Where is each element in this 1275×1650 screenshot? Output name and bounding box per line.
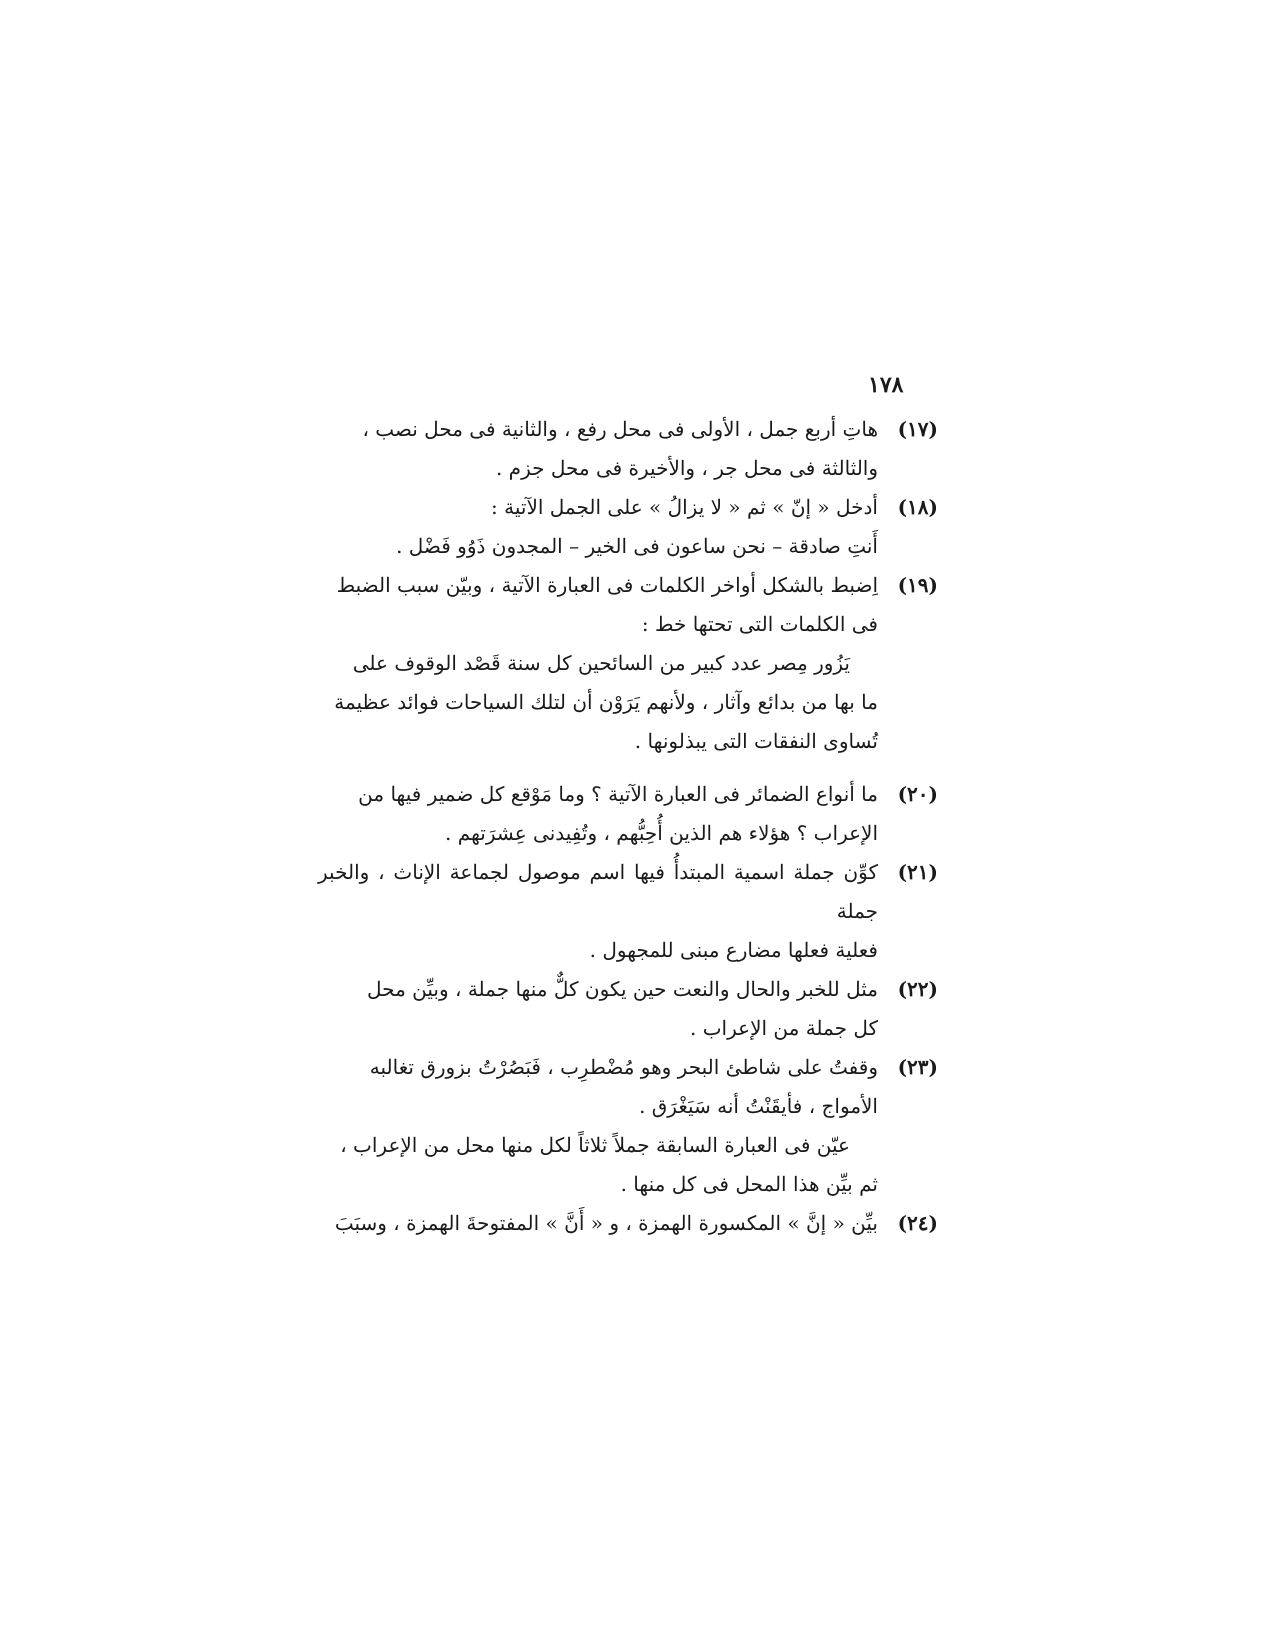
exercise-number: (٢٠) bbox=[897, 782, 938, 806]
exercise-line: فى الكلمات التى تحتها خط : bbox=[641, 612, 878, 636]
passage-line: ما بها من بدائع وآثار ، ولأنهم يَرَوْن أن لتلك السياحات فوائد عظيمة bbox=[334, 690, 878, 714]
exercise-line: اِضبط بالشكل أواخر الكلمات فى العبارة الآتية ، وبيّن سبب الضبط bbox=[336, 573, 878, 597]
exercise-number: (٢٢) bbox=[897, 977, 938, 1001]
exercise-line: والثالثة فى محل جر ، والأخيرة فى محل جزم . bbox=[495, 456, 878, 480]
exercise-number: (٢٤) bbox=[897, 1211, 938, 1235]
exercise-line: كل جملة من الإعراب . bbox=[690, 1016, 878, 1040]
exercise-number: (١٩) bbox=[897, 573, 938, 597]
exercise-17 bbox=[318, 410, 938, 488]
exercise-line: مثل للخبر والحال والنعت حين يكون كلٌّ منها جملة ، وبيِّن محل bbox=[367, 977, 878, 1001]
exercise-line: بيِّن « إنَّ » المكسورة الهمزة ، و « أَنَّ » المفتوحةَ الهمزة ، وسبَبَ bbox=[334, 1211, 878, 1235]
exercise-19 bbox=[318, 566, 938, 761]
example-sentences: أَنتِ صادقة – نحن ساعون فى الخير – المجدون ذَوُو فَضْل . bbox=[396, 534, 878, 558]
followup-line: عيّن فى العبارة السابقة جملاً ثلاثاً لكل منها محل من الإعراب ، bbox=[340, 1133, 850, 1157]
exercise-22 bbox=[318, 970, 938, 1048]
exercise-line: الأمواج ، فأيقَنْتُ أنه سَيَغْرَق . bbox=[639, 1094, 878, 1118]
page-number: ١٧٨ bbox=[868, 372, 904, 398]
exercise-18 bbox=[318, 488, 938, 566]
exercise-line: ما أنواع الضمائر فى العبارة الآتية ؟ وما مَوْقع كل ضمير فيها من bbox=[358, 782, 878, 806]
exercise-number: (٢٣) bbox=[897, 1055, 938, 1079]
exercise-line: فعلية فعلها مضارع مبنى للمجهول . bbox=[589, 938, 878, 962]
followup-line: ثم بيِّن هذا المحل فى كل منها . bbox=[620, 1172, 878, 1196]
exercise-line: هاتِ أربع جمل ، الأولى فى محل رفع ، والثانية فى محل نصب ، bbox=[362, 417, 878, 441]
exercise-24 bbox=[318, 1204, 938, 1243]
exercise-21 bbox=[318, 853, 938, 970]
exercise-line: كوِّن جملة اسمية المبتدأُ فيها اسم موصول لجماعة الإناث ، والخبر جملة bbox=[318, 860, 878, 923]
passage-line: تُساوى النفقات التى يبذلونها . bbox=[634, 729, 878, 753]
exercise-23 bbox=[318, 1048, 938, 1204]
exercise-number: (١٨) bbox=[897, 495, 938, 519]
section-gap bbox=[318, 761, 938, 775]
exercise-20 bbox=[318, 775, 938, 853]
exercise-number: (٢١) bbox=[897, 860, 938, 884]
exercise-line: أدخل « إنّ » ثم « لا يزالُ » على الجمل الآتية : bbox=[491, 495, 878, 519]
passage-line: يَزُور مِصر عدد كبير من السائحين كل سنة قَصْد الوقوف على bbox=[352, 651, 850, 675]
exercise-list bbox=[318, 410, 938, 1243]
exercise-number: (١٧) bbox=[897, 417, 938, 441]
exercise-line: وقفتُ على شاطئ البحر وهو مُضْطرِب ، فَبَصُرْتُ بزورق تغالبه bbox=[369, 1055, 878, 1079]
exercise-line: الإعراب ؟ هؤلاء هم الذين أُحِبُّهم ، وتُفِيدنى عِشرَتهم . bbox=[445, 821, 878, 845]
